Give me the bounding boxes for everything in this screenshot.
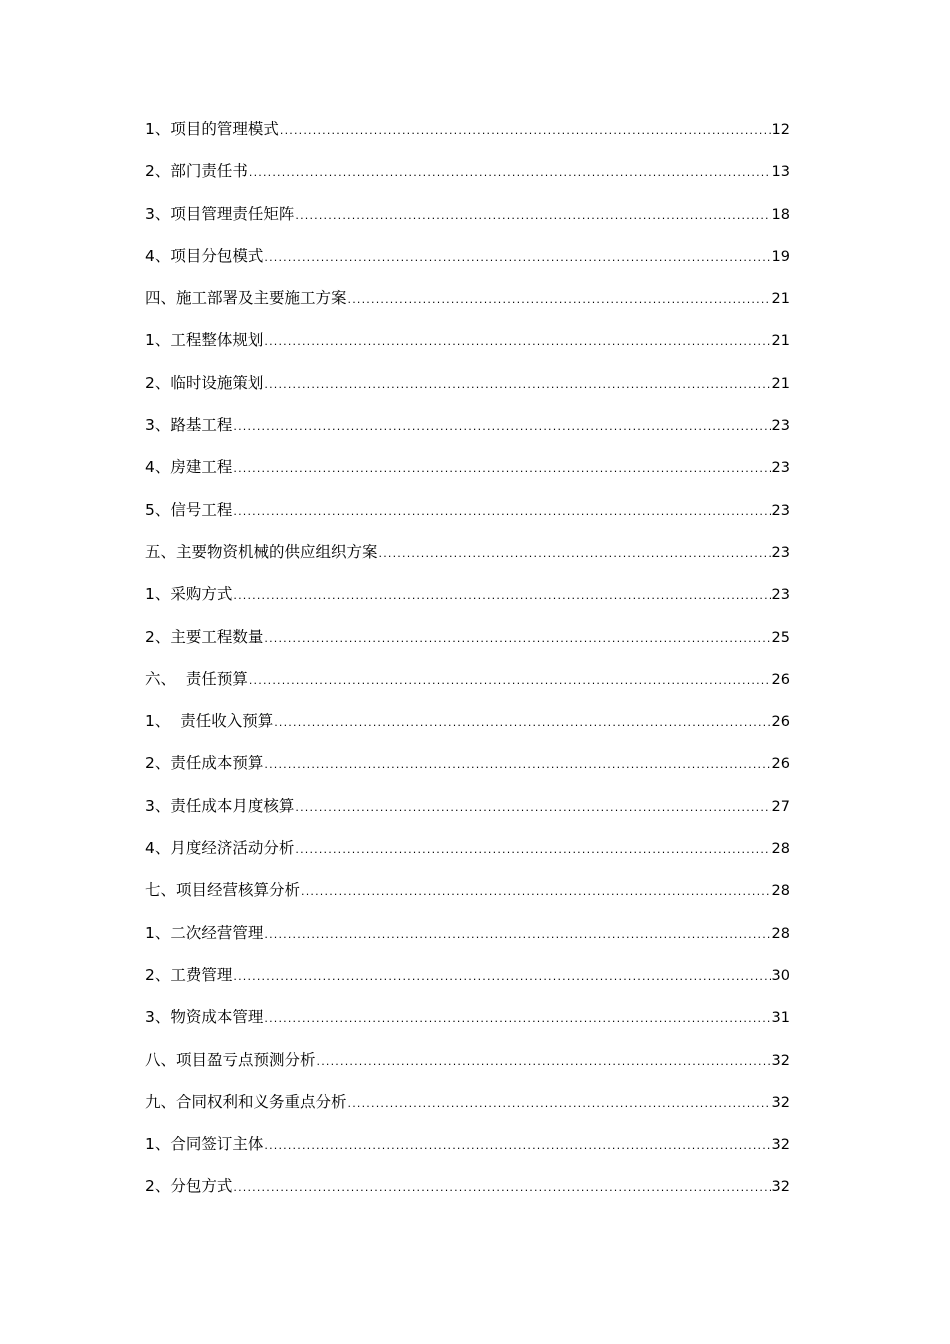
toc-entry[interactable]: [145, 287, 790, 329]
toc-entry[interactable]: [145, 1133, 790, 1175]
toc-entry[interactable]: [145, 668, 790, 710]
toc-entry-title: 1、合同签订主体: [145, 1135, 264, 1154]
toc-entry-title: 4、房建工程: [145, 458, 233, 477]
toc-entry[interactable]: [145, 499, 790, 541]
table-of-contents: [145, 118, 790, 1218]
toc-leader-dots: [233, 416, 770, 438]
toc-entry-title: 九、合同权利和义务重点分析: [145, 1092, 347, 1111]
toc-entry-title: 1、采购方式: [145, 585, 233, 604]
toc-leader-dots: [379, 543, 771, 565]
toc-entry-page-number: 28: [771, 841, 790, 858]
toc-entry-page-number: 32: [771, 1094, 790, 1111]
toc-entry[interactable]: [145, 203, 790, 245]
toc-entry[interactable]: [145, 964, 790, 1006]
toc-leader-dots: [295, 797, 770, 819]
toc-entry-page-number: 26: [771, 671, 790, 688]
toc-entry-page-number: 23: [771, 460, 790, 477]
toc-leader-dots: [233, 966, 770, 988]
toc-entry-page-number: 23: [771, 544, 790, 561]
toc-entry[interactable]: [145, 372, 790, 414]
toc-entry-title: 五、主要物资机械的供应组织方案: [145, 542, 378, 561]
toc-entry[interactable]: [145, 922, 790, 964]
toc-entry[interactable]: [145, 879, 790, 921]
toc-leader-dots: [264, 247, 770, 269]
toc-leader-dots: [274, 712, 770, 734]
toc-entry-title: 2、分包方式: [145, 1177, 233, 1196]
toc-entry-page-number: 21: [771, 291, 790, 308]
toc-leader-dots: [233, 1177, 770, 1199]
toc-entry-title: 3、项目管理责任矩阵: [145, 204, 295, 223]
toc-entry-page-number: 25: [771, 629, 790, 646]
toc-entry-page-number: 13: [771, 164, 790, 181]
toc-entry[interactable]: [145, 160, 790, 202]
toc-leader-dots: [233, 501, 770, 523]
toc-entry-page-number: 19: [771, 248, 790, 265]
toc-entry-page-number: 18: [771, 206, 790, 223]
toc-leader-dots: [348, 289, 771, 311]
toc-entry-page-number: 21: [771, 375, 790, 392]
toc-entry-title: 3、物资成本管理: [145, 1008, 264, 1027]
toc-entry-page-number: 28: [771, 883, 790, 900]
toc-entry-page-number: 32: [771, 1179, 790, 1196]
toc-entry-title: 2、临时设施策划: [145, 373, 264, 392]
toc-entry[interactable]: [145, 583, 790, 625]
toc-entry[interactable]: [145, 541, 790, 583]
toc-leader-dots: [264, 754, 770, 776]
toc-entry-page-number: 26: [771, 756, 790, 773]
toc-entry-title: 七、项目经营核算分析: [145, 881, 301, 900]
toc-entry-page-number: 31: [771, 1010, 790, 1027]
toc-entry-page-number: 23: [771, 418, 790, 435]
toc-entry-title: 3、路基工程: [145, 416, 233, 435]
toc-entry-title: 2、责任成本预算: [145, 754, 264, 773]
toc-leader-dots: [233, 585, 770, 607]
toc-entry-page-number: 12: [771, 122, 790, 138]
toc-leader-dots: [264, 374, 770, 396]
toc-entry-page-number: 23: [771, 587, 790, 604]
toc-entry-page-number: 28: [771, 925, 790, 942]
toc-entry-title: 3、责任成本月度核算: [145, 796, 295, 815]
toc-leader-dots: [249, 162, 771, 184]
toc-leader-dots: [264, 331, 770, 353]
toc-entry[interactable]: [145, 414, 790, 456]
toc-entry-page-number: 21: [771, 333, 790, 350]
toc-entry-title: 2、部门责任书: [145, 162, 248, 181]
toc-entry[interactable]: [145, 752, 790, 794]
toc-entry-title: 2、工费管理: [145, 965, 233, 984]
toc-entry-page-number: 30: [771, 967, 790, 984]
toc-entry[interactable]: [145, 329, 790, 371]
toc-entry[interactable]: [145, 626, 790, 668]
toc-entry-title: 六、 责任预算: [145, 669, 248, 688]
toc-entry-title: 1、项目的管理模式: [145, 120, 279, 138]
toc-leader-dots: [264, 924, 770, 946]
toc-entry[interactable]: [145, 837, 790, 879]
toc-entry-title: 1、二次经营管理: [145, 923, 264, 942]
toc-leader-dots: [317, 1051, 771, 1073]
toc-leader-dots: [295, 839, 770, 861]
toc-leader-dots: [264, 1008, 770, 1030]
toc-entry[interactable]: [145, 1175, 790, 1217]
toc-entry[interactable]: [145, 245, 790, 287]
toc-entry-title: 4、项目分包模式: [145, 246, 264, 265]
toc-entry-page-number: 32: [771, 1052, 790, 1069]
toc-entry[interactable]: [145, 795, 790, 837]
toc-leader-dots: [264, 628, 770, 650]
toc-entry-page-number: 27: [771, 798, 790, 815]
toc-entry-page-number: 23: [771, 502, 790, 519]
toc-leader-dots: [233, 458, 770, 480]
toc-entry-title: 1、工程整体规划: [145, 331, 264, 350]
toc-leader-dots: [249, 670, 771, 692]
toc-entry-title: 4、月度经济活动分析: [145, 839, 295, 858]
toc-entry[interactable]: [145, 118, 790, 160]
toc-entry-page-number: 32: [771, 1137, 790, 1154]
toc-entry-title: 5、信号工程: [145, 500, 233, 519]
toc-leader-dots: [348, 1093, 771, 1115]
toc-entry-title: 四、施工部署及主要施工方案: [145, 289, 347, 308]
toc-entry[interactable]: [145, 710, 790, 752]
toc-entry[interactable]: [145, 1006, 790, 1048]
toc-entry-title: 2、主要工程数量: [145, 627, 264, 646]
toc-entry[interactable]: [145, 1049, 790, 1091]
toc-entry-page-number: 26: [771, 714, 790, 731]
toc-leader-dots: [280, 120, 771, 142]
toc-leader-dots: [301, 881, 771, 903]
toc-leader-dots: [264, 1135, 770, 1157]
toc-entry[interactable]: [145, 1091, 790, 1133]
toc-leader-dots: [295, 205, 770, 227]
toc-entry-title: 1、 责任收入预算: [145, 712, 274, 731]
toc-entry-title: 八、项目盈亏点预测分析: [145, 1050, 316, 1069]
toc-entry[interactable]: [145, 456, 790, 498]
